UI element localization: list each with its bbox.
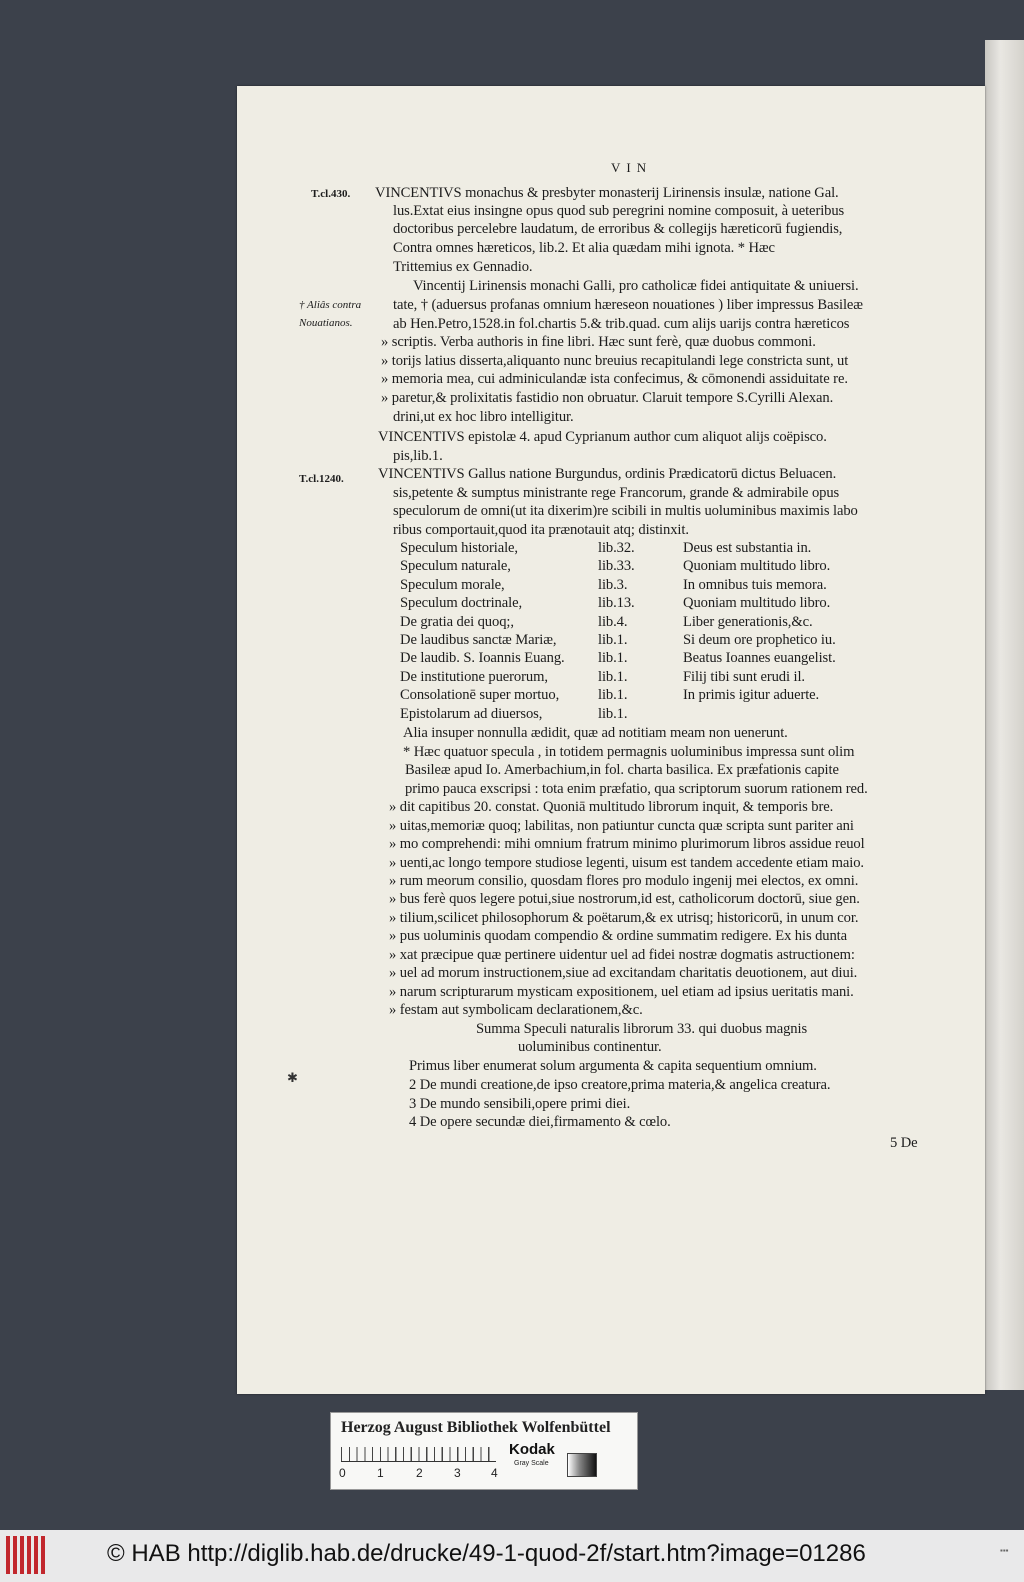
text-line: » tilium,scilicet philosophorum & poëtarum,& ex utrisq; historicorū, in unum cor. xyxy=(389,910,859,926)
scale-number: 0 xyxy=(339,1466,346,1480)
work-incipit: In primis igitur aduerte. xyxy=(683,687,820,704)
text-line: » xat præcipue quæ pertinere uidentur uel ad fidei nostræ dogmatis astructionem: xyxy=(389,947,855,963)
work-title: De gratia dei quoq;, xyxy=(400,613,514,630)
work-incipit: Beatus Ioannes euangelist. xyxy=(683,650,836,667)
text-line: lus.Extat eius insingne opus quod sub peregrini nomine composuit, à ueteribus xyxy=(393,203,845,219)
text-line: pis,lib.1. xyxy=(393,448,443,464)
work-books: lib.3. xyxy=(598,576,628,593)
work-title: De laudib. S. Ioannis Euang. xyxy=(400,650,565,667)
work-incipit: Filij tibi sunt erudi il. xyxy=(683,668,805,685)
gray-swatch xyxy=(567,1453,597,1477)
work-incipit: Deus est substantia in. xyxy=(683,540,812,556)
text-line: tate, † (aduersus profanas omnium hæreseon nouationes ) liber impressus Basileæ xyxy=(393,297,863,313)
work-title: Speculum historiale, xyxy=(400,540,518,556)
text-line: » uel ad morum instructionem,siue ad excitandam charitatis deuotionem, aut diui. xyxy=(389,965,858,981)
text-line: sis,petente & sumptus ministrante rege Francorum, grande & admirabile opus xyxy=(393,485,840,501)
text-line: * Hæc quatuor specula , in totidem permagnis uoluminibus impressa sunt olim xyxy=(403,744,855,760)
text-line: » pus uoluminis quodam compendio & ordine summatim redigere. Ex his dunta xyxy=(389,928,848,944)
kodak-logo: Kodak xyxy=(509,1441,555,1458)
scale-number: 3 xyxy=(454,1466,461,1480)
text-line: 4 De opere secundæ diei,firmamento & cœlo. xyxy=(409,1114,671,1130)
work-title: Consolationē super mortuo, xyxy=(400,687,560,704)
text-line: VINCENTIVS epistolæ 4. apud Cyprianum author cum aliquot alijs coëpisco. xyxy=(378,429,827,445)
text-line: ab Hen.Petro,1528.in fol.chartis 5.& trib.quad. cum alijs uarijs contra hæreticos xyxy=(393,316,850,332)
text-line: 2 De mundi creatione,de ipso creatore,prima materia,& angelica creatura. xyxy=(409,1077,831,1093)
hab-logo-icon xyxy=(6,1536,48,1574)
text-line: » mo comprehendi: mihi omnium fratrum minimo plurimorum libros assidue reuol xyxy=(389,836,865,852)
gray-scale-label: Gray Scale xyxy=(514,1460,549,1467)
running-header: VIN xyxy=(611,160,653,175)
text-line: uoluminibus continentur. xyxy=(518,1039,662,1055)
work-books: lib.1. xyxy=(598,632,628,648)
text-line: Trittemius ex Gennadio. xyxy=(393,259,533,275)
text-line: » dit capitibus 20. constat. Quoniā multitudo librorum inquit, & temporis bre. xyxy=(389,799,834,815)
margin-note: Nouatianos. xyxy=(299,317,353,329)
text-line: doctoribus percelebre laudatum, de erroribus & collegijs hæreticorū fugiendis, xyxy=(393,221,843,237)
text-line: Vincentij Lirinensis monachi Galli, pro catholicæ fidei antiquitate & uniuersi. xyxy=(413,278,859,294)
work-incipit: In omnibus tuis memora. xyxy=(683,576,827,593)
text-line: » narum scripturarum mysticam expositionem, uel etiam ad ipsius ueritatis mani. xyxy=(389,984,854,1000)
margin-note: T.cl.430. xyxy=(311,188,351,200)
text-line: Contra omnes hæreticos, lib.2. Et alia quædam mihi ignota. * Hæc xyxy=(393,240,775,256)
text-line: Alia insuper nonnulla ædidit, quæ ad notitiam meam non uenerunt. xyxy=(403,725,788,741)
footer-counter: ▪▪▪ xyxy=(1000,1546,1009,1555)
text-line: » rum meorum consilio, quosdam flores pro modulo ingenij mei electos, ex omni. xyxy=(389,873,859,889)
work-books: lib.4. xyxy=(598,613,628,630)
scale-number: 2 xyxy=(416,1466,423,1480)
text-line: Primus liber enumerat solum argumenta & capita sequentium omnium. xyxy=(409,1058,817,1074)
text-line: speculorum de omni(ut ita dixerim)re scibili in multis uoluminibus maximis labo xyxy=(393,503,858,519)
text-line: VINCENTIVS monachus & presbyter monasterij Lirinensis insulæ, natione Gal. xyxy=(375,185,839,201)
work-books: lib.32. xyxy=(598,540,635,556)
work-title: Epistolarum ad diuersos, xyxy=(400,705,543,722)
work-title: De laudibus sanctæ Mariæ, xyxy=(400,632,557,648)
work-books: lib.33. xyxy=(598,558,635,575)
work-books: lib.1. xyxy=(598,668,628,685)
text-line: VINCENTIVS Gallus natione Burgundus, ordinis Prædicatorū dictus Beluacen. xyxy=(378,466,837,482)
text-line: » uitas,memoriæ quoq; labilitas, non patiuntur cuncta quæ scripta sunt pariter ani xyxy=(389,818,854,834)
work-books: lib.1. xyxy=(598,650,628,667)
work-title: Speculum morale, xyxy=(400,576,505,593)
text-line: » paretur,& prolixitatis fastidio non obruatur. Claruit tempore S.Cyrilli Alexan. xyxy=(381,390,834,406)
margin-mark: ✱ xyxy=(287,1071,298,1086)
work-title: De institutione puerorum, xyxy=(400,668,548,685)
work-incipit: Si deum ore prophetico iu. xyxy=(683,632,836,648)
scale-ruler xyxy=(341,1447,496,1462)
work-title: Speculum naturale, xyxy=(400,558,511,575)
library-name: Herzog August Bibliothek Wolfenbüttel xyxy=(341,1419,611,1436)
text-line: drini,ut ex hoc libro intelligitur. xyxy=(393,409,574,425)
work-incipit: Quoniam multitudo libro. xyxy=(683,558,831,575)
work-books: lib.1. xyxy=(598,687,628,704)
text-line: » uenti,ac longo tempore studiose legenti, uisum est tandem accedente etiam maio. xyxy=(389,855,864,871)
text-line: ribus comportauit,quod ita prænotauit atq; distinxit. xyxy=(393,522,689,538)
book-page xyxy=(237,86,985,1394)
text-line: » festam aut symbolicam declarationem,&c. xyxy=(389,1002,643,1018)
work-incipit: Quoniam multitudo libro. xyxy=(683,595,831,612)
footer-bar xyxy=(0,1530,1024,1582)
text-line: » scriptis. Verba authoris in fine libri. Hæc sunt ferè, quæ duobus commoni. xyxy=(381,334,816,350)
text-line: » memoria mea, cui adminiculandæ ista confecimus, & cōmonendi assiduitate re. xyxy=(381,371,848,387)
margin-note: † Aliâs contra xyxy=(299,299,362,311)
work-books: lib.13. xyxy=(598,595,635,612)
text-line: primo pauca exscripsi : tota enim præfatio, qua scriptorum suorum rationem red. xyxy=(405,781,868,797)
text-line: Summa Speculi naturalis librorum 33. qui duobus magnis xyxy=(476,1021,808,1037)
color-target-label xyxy=(330,1412,638,1490)
copyright-url[interactable]: © HAB http://diglib.hab.de/drucke/49-1-quod-2f/start.htm?image=01286 xyxy=(107,1540,866,1567)
text-line: Basileæ apud Io. Amerbachium,in fol. charta basilica. Ex præfationis capite xyxy=(405,762,839,778)
text-line: 5 De xyxy=(890,1135,918,1151)
work-title: Speculum doctrinale, xyxy=(400,595,523,612)
scale-number: 1 xyxy=(377,1466,384,1480)
margin-note: T.cl.1240. xyxy=(299,473,344,485)
text-line: 3 De mundo sensibili,opere primi diei. xyxy=(409,1096,631,1112)
scale-number: 4 xyxy=(491,1466,498,1480)
work-books: lib.1. xyxy=(598,705,628,722)
text-line: » torijs latius disserta,aliquanto nunc breuius recapitulandi lege constricta sunt, ut xyxy=(381,353,849,369)
work-incipit: Liber generationis,&c. xyxy=(683,613,813,630)
text-line: » bus ferè quos legere potui,siue nostrorum,id est, catholicorum doctorū, siue gen. xyxy=(389,891,860,907)
adjacent-page-edge xyxy=(985,40,1024,1390)
